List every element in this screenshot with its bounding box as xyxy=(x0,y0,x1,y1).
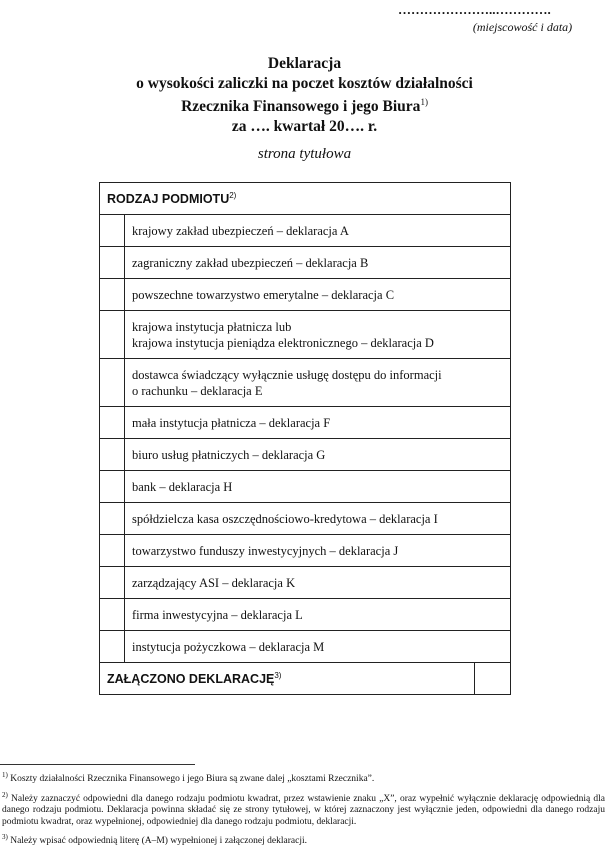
entity-option-label xyxy=(125,359,511,407)
place-date-label: (miejscowość i data) xyxy=(472,20,573,34)
entity-checkbox[interactable] xyxy=(100,311,125,359)
footnote-text: Należy zaznaczyć odpowiedni dla danego rodzaju podmiotu kwadrat, przez wstawienie znaku „X”, oraz wypełnić wyłącznie deklarację odpowiednią dla danego rodzaju podmiotu. Deklaracja powinna składać się ze strony tytułowej, w której zaznaczony jest wyłącznie jeden, odpowiedni dla danego rodzaju podmiotu kwadrat, oraz wypełnionej, odpowiedniej dla danego rodzaju podmiotu, deklaracji. xyxy=(2,793,606,827)
entity-option-line-1: dostawca świadczący wyłącznie usługę dostępu do informacji xyxy=(132,367,442,382)
entity-option-label xyxy=(125,279,511,311)
entity-checkbox[interactable] xyxy=(100,535,125,567)
entity-checkbox[interactable] xyxy=(100,471,125,503)
form-header-cell xyxy=(100,183,511,215)
entity-option-line-1: bank – deklaracja H xyxy=(132,479,233,494)
entity-option-label xyxy=(125,503,511,535)
entity-option-row xyxy=(100,407,511,439)
footnotes xyxy=(2,770,605,852)
entity-checkbox[interactable] xyxy=(100,407,125,439)
entity-option-line-1: mała instytucja płatnicza – deklaracja F xyxy=(132,415,331,430)
title-line-4: za …. kwartał 20…. r. xyxy=(231,117,378,135)
entity-option-line-2: krajowa instytucja pieniądza elektronicznego – deklaracja D xyxy=(132,335,434,350)
title-line-2: o wysokości zaliczki na poczet kosztów działalności xyxy=(136,74,473,92)
entity-option-line-1: krajowy zakład ubezpieczeń – deklaracja A xyxy=(132,223,349,238)
footnote-number: 1) xyxy=(2,771,8,779)
entity-option-row xyxy=(100,535,511,567)
entity-option-line-1: spółdzielcza kasa oszczędnościowo-kredytowa – deklaracja I xyxy=(132,511,438,526)
entity-option-label xyxy=(125,311,511,359)
attached-declaration-letter-box[interactable] xyxy=(475,663,511,694)
footnote-ref-3: 3) xyxy=(274,670,282,680)
entity-option-row xyxy=(100,279,511,311)
entity-checkbox[interactable] xyxy=(100,359,125,407)
entity-type-form xyxy=(99,182,511,695)
entity-option-line-1: powszechne towarzystwo emerytalne – deklaracja C xyxy=(132,287,395,302)
entity-option-row xyxy=(100,599,511,631)
entity-checkbox[interactable] xyxy=(100,599,125,631)
title-line-3-text: Rzecznika Finansowego i jego Biura xyxy=(181,98,421,116)
entity-option-label xyxy=(125,535,511,567)
footnote-number: 2) xyxy=(2,790,8,799)
entity-option-label xyxy=(125,471,511,503)
entity-checkbox[interactable] xyxy=(100,631,125,663)
entity-option-line-1: biuro usług płatniczych – deklaracja G xyxy=(132,447,326,462)
entity-option-row xyxy=(100,359,511,407)
attached-declaration-label: ZAŁĄCZONO DEKLARACJĘ xyxy=(107,672,275,687)
entity-option-label xyxy=(125,567,511,599)
footnote-ref-2: 2) xyxy=(229,190,237,200)
entity-option-row xyxy=(100,567,511,599)
entity-option-row xyxy=(100,215,511,247)
entity-checkbox[interactable] xyxy=(100,279,125,311)
entity-option-line-2: o rachunku – deklaracja E xyxy=(132,383,263,398)
entity-option-line-1: towarzystwo funduszy inwestycyjnych – deklaracja J xyxy=(132,543,399,558)
entity-checkbox[interactable] xyxy=(100,247,125,279)
entity-option-row xyxy=(100,631,511,663)
attached-declaration-row xyxy=(100,663,511,695)
footnote-text: Koszty działalności Rzecznika Finansowego i jego Biura są zwane dalej „kosztami Rzecznika”. xyxy=(10,774,375,785)
attached-declaration-cell xyxy=(100,663,511,695)
footnote-separator xyxy=(0,764,195,765)
entity-checkbox[interactable] xyxy=(100,503,125,535)
entity-option-line-1: zarządzający ASI – deklaracja K xyxy=(132,575,296,590)
title-line-1: Deklaracja xyxy=(267,55,342,72)
document-title xyxy=(0,54,609,136)
place-date-dots: …………………..…………. xyxy=(398,2,551,17)
entity-checkbox[interactable] xyxy=(100,439,125,471)
entity-option-line-1: instytucja pożyczkowa – deklaracja M xyxy=(132,639,325,654)
attached-declaration-label-cell xyxy=(107,663,475,694)
form-header-label: RODZAJ PODMIOTU xyxy=(107,192,230,207)
form-header-row xyxy=(100,183,511,215)
entity-checkbox[interactable] xyxy=(100,567,125,599)
entity-option-label xyxy=(125,599,511,631)
entity-option-row xyxy=(100,471,511,503)
entity-option-row xyxy=(100,311,511,359)
footnote-text: Należy wpisać odpowiednią literę (A–M) wypełnionej i załączonej deklaracji. xyxy=(10,836,307,847)
footnote xyxy=(2,790,605,829)
entity-option-line-1: krajowa instytucja płatnicza lub xyxy=(132,319,292,334)
footnote xyxy=(2,770,605,786)
entity-option-row xyxy=(100,247,511,279)
entity-checkbox[interactable] xyxy=(100,215,125,247)
entity-option-label xyxy=(125,439,511,471)
entity-option-label xyxy=(125,631,511,663)
entity-option-label xyxy=(125,247,511,279)
footnote-ref-1: 1) xyxy=(420,97,428,107)
footnote-number: 3) xyxy=(2,833,8,842)
entity-option-label xyxy=(125,215,511,247)
entity-option-line-1: firma inwestycyjna – deklaracja L xyxy=(132,607,303,622)
subtitle: strona tytułowa xyxy=(257,146,352,162)
title-line-3 xyxy=(0,93,609,117)
entity-option-row xyxy=(100,439,511,471)
entity-option-label xyxy=(125,407,511,439)
entity-option-row xyxy=(100,503,511,535)
entity-option-line-1: zagraniczny zakład ubezpieczeń – deklaracja B xyxy=(132,255,369,270)
